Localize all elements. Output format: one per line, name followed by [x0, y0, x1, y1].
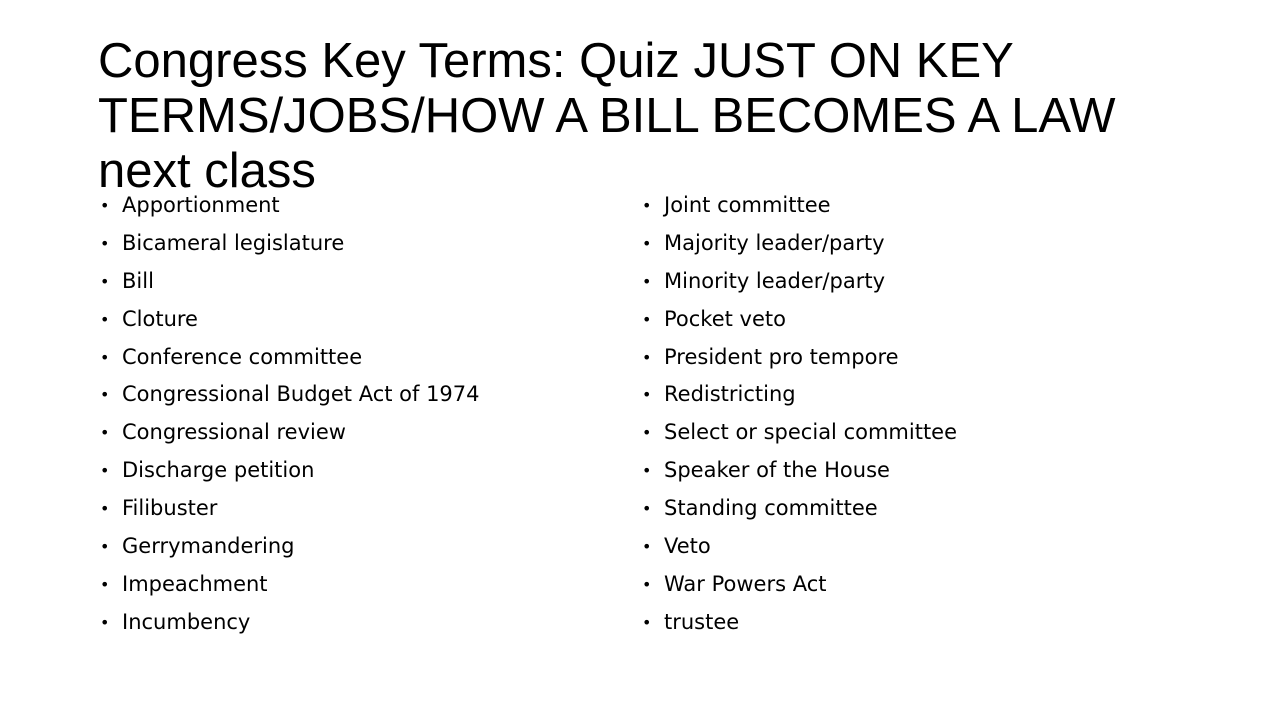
list-item [642, 528, 1202, 566]
term-text: Select or special committee [664, 420, 958, 445]
bullet-icon: • [100, 574, 110, 594]
list-item [100, 376, 600, 414]
list-item [642, 263, 1202, 301]
list-item [100, 604, 600, 642]
term-text: trustee [664, 609, 740, 634]
term-text: Apportionment [122, 193, 280, 217]
term-text: Majority leader/party [664, 230, 885, 255]
slide-title: Congress Key Terms: Quiz JUST ON KEY TERMS/JOBS/HOW A BILL BECOMES A LAW next class [98, 34, 1116, 198]
term-text: Bill [122, 268, 154, 293]
list-item [100, 566, 600, 604]
list-item [642, 452, 1202, 490]
bullet-icon: • [100, 196, 110, 215]
list-item [100, 339, 600, 377]
term-text: Speaker of the House [664, 458, 890, 483]
term-text: Pocket veto [664, 306, 786, 331]
right-term-list [642, 187, 1202, 642]
list-item [100, 301, 600, 339]
bullet-icon: • [100, 385, 110, 405]
list-item [100, 528, 600, 566]
bullet-icon: • [100, 461, 110, 481]
bullet-icon: • [642, 574, 652, 594]
bullet-icon: • [642, 499, 652, 519]
list-item [100, 187, 600, 225]
list-item [642, 566, 1202, 604]
bullet-icon: • [642, 309, 652, 329]
term-text: Gerrymandering [122, 534, 295, 559]
bullet-icon: • [100, 423, 110, 443]
list-item [642, 225, 1202, 263]
list-item [100, 414, 600, 452]
list-item [100, 452, 600, 490]
bullet-icon: • [100, 233, 110, 253]
term-text: Congressional review [122, 420, 346, 445]
list-item [100, 490, 600, 528]
list-item [642, 187, 1202, 225]
term-text: President pro tempore [664, 344, 899, 369]
list-item [642, 376, 1202, 414]
bullet-icon: • [642, 233, 652, 253]
bullet-icon: • [100, 537, 110, 557]
term-text: Congressional Budget Act of 1974 [122, 382, 480, 407]
bullet-icon: • [642, 537, 652, 557]
bullet-icon: • [642, 423, 652, 443]
term-text: Redistricting [664, 382, 796, 407]
list-item [642, 301, 1202, 339]
term-text: Veto [664, 534, 711, 559]
bullet-icon: • [642, 385, 652, 405]
term-text: Filibuster [122, 496, 218, 521]
list-item [642, 414, 1202, 452]
term-text: Incumbency [122, 609, 251, 634]
term-text: War Powers Act [664, 571, 827, 596]
term-text: Joint committee [664, 193, 831, 217]
term-text: Minority leader/party [664, 268, 885, 293]
list-item [100, 225, 600, 263]
left-term-list [100, 187, 600, 642]
bullet-icon: • [642, 612, 652, 632]
term-text: Discharge petition [122, 458, 315, 483]
list-item [642, 604, 1202, 642]
bullet-icon: • [100, 612, 110, 632]
list-item [642, 339, 1202, 377]
term-text: Impeachment [122, 571, 268, 596]
term-text: Cloture [122, 306, 198, 331]
bullet-icon: • [642, 347, 652, 367]
term-text: Conference committee [122, 344, 363, 369]
bullet-icon: • [642, 271, 652, 291]
term-text: Standing committee [664, 496, 878, 521]
bullet-icon: • [100, 499, 110, 519]
list-item [100, 263, 600, 301]
bullet-icon: • [100, 347, 110, 367]
bullet-icon: • [642, 461, 652, 481]
list-item [642, 490, 1202, 528]
bullet-icon: • [100, 309, 110, 329]
bullet-icon: • [100, 271, 110, 291]
term-text: Bicameral legislature [122, 230, 345, 255]
bullet-icon: • [642, 196, 652, 215]
